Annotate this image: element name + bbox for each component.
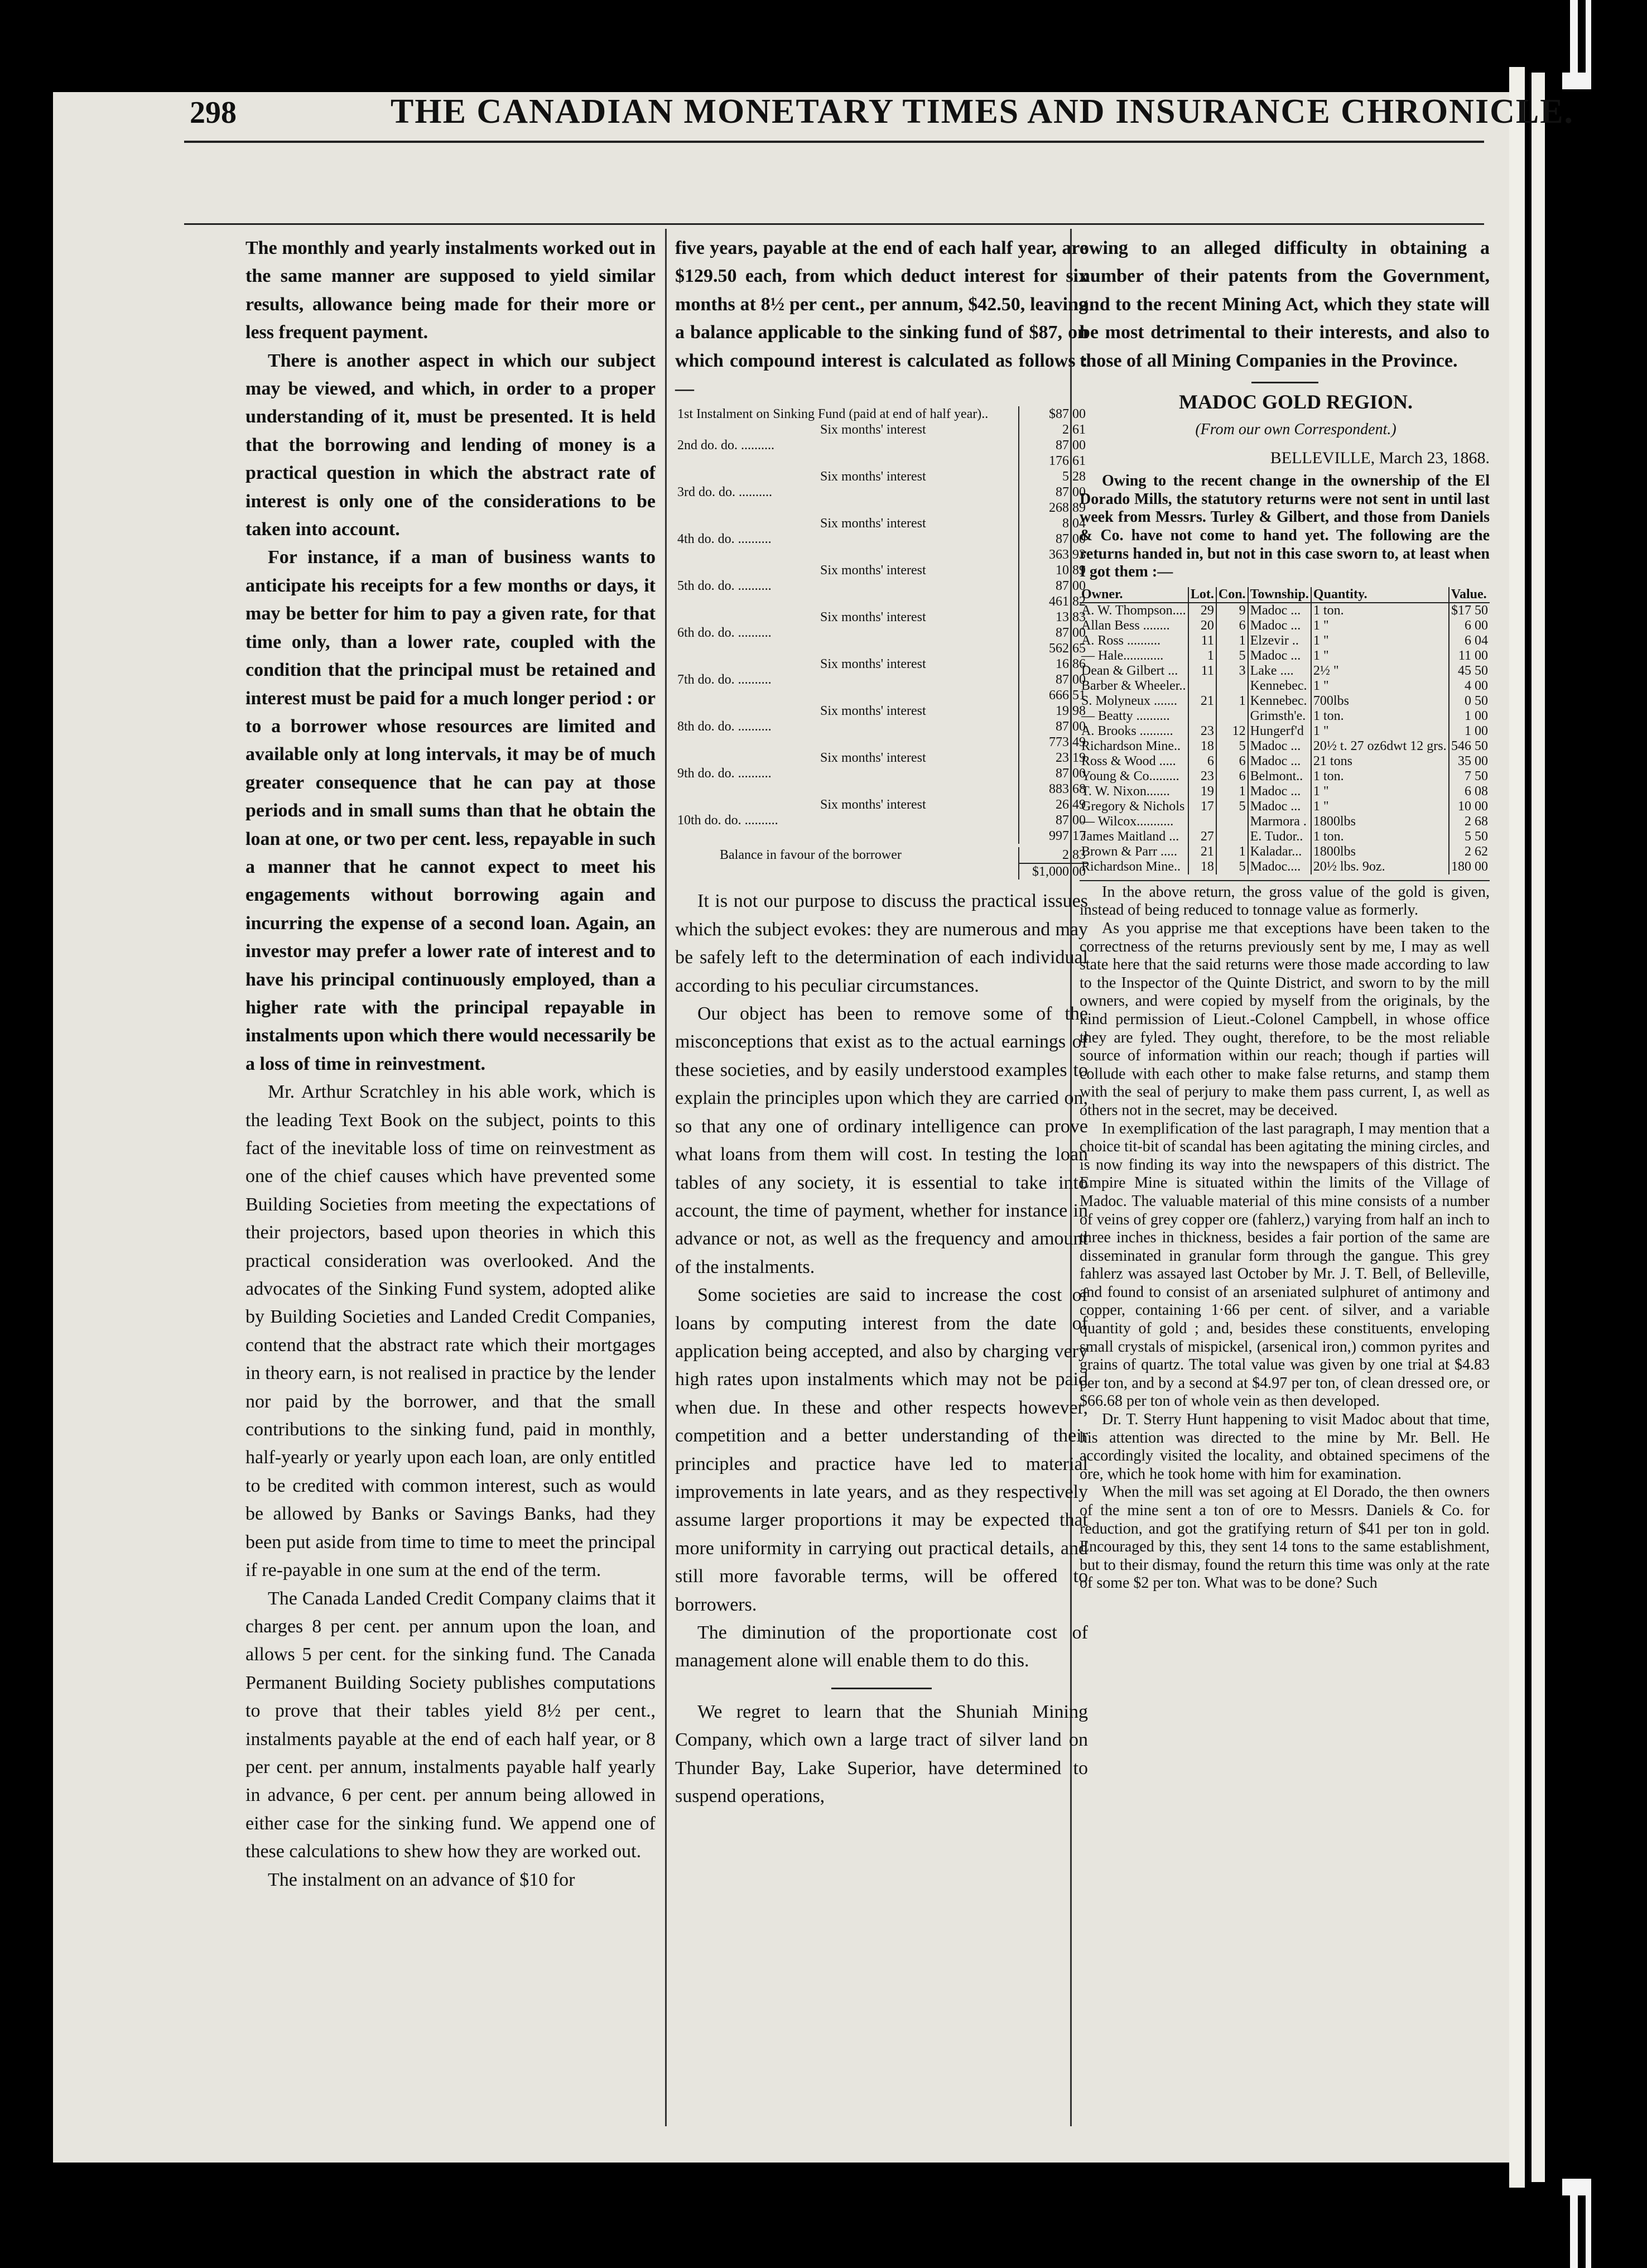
table-row <box>675 750 1088 766</box>
table-row <box>675 547 1088 563</box>
table-row <box>675 719 1088 734</box>
table-cell: 6 04 <box>1449 633 1490 648</box>
row-value: 87 00 <box>1019 813 1088 828</box>
row-value: $87 00 <box>1019 406 1088 422</box>
table-cell: 5 <box>1216 648 1248 664</box>
paragraph: As you apprise me that exceptions have been taken to the correctness of the returns previously sent by me, I may as well state here that the said returns were those made according to law to the Inspector of the Quinte District, and sworn to by the mill owners, and were copied by myself from the originals, by the kind permission of Lieut.-Colonel Campbell, in whose office they are fyled. They ought, therefore, to be the most reliable source of information within our reach; though if parties will collude with each other to make false returns, and stamp them with the seal of perjury to make them pass current, I, as well as others not in the secret, may be deceived. <box>1080 920 1490 1119</box>
table-row <box>675 438 1088 453</box>
table-cell: 12 <box>1216 724 1248 739</box>
table-cell: 1 <box>1216 784 1248 799</box>
table-cell: Elzevir .. <box>1248 633 1311 648</box>
table-row <box>1080 648 1490 664</box>
row-label: 6th do. do. .......... <box>677 626 772 641</box>
table-row <box>1080 603 1490 618</box>
table-row <box>1080 769 1490 784</box>
row-value: 997 17 <box>1019 828 1088 844</box>
row-label: 3rd do. do. .......... <box>677 485 772 500</box>
table-row <box>675 656 1088 672</box>
row-label: Six months' interest <box>820 563 926 578</box>
table-cell: 35 00 <box>1449 754 1490 769</box>
table-cell: 5 <box>1216 799 1248 814</box>
paragraph: The instalment on an advance of $10 for <box>268 1869 575 1890</box>
table-row <box>1080 633 1490 648</box>
table-row <box>1080 754 1490 769</box>
row-label: Six months' interest <box>820 469 926 484</box>
row-label: 10th do. do. .......... <box>677 813 778 828</box>
row-label: Six months' interest <box>820 422 926 438</box>
row-value: 883 68 <box>1019 781 1088 797</box>
table-cell: Ross & Wood ..... <box>1081 753 1176 768</box>
table-row <box>675 797 1088 813</box>
table-cell: Dean & Gilbert ... <box>1081 663 1178 678</box>
table-cell: 7 50 <box>1449 769 1490 784</box>
table-cell: 17 <box>1188 799 1216 814</box>
row-label: Six months' interest <box>820 751 926 766</box>
row-label: 8th do. do. .......... <box>677 719 772 734</box>
paragraph: Some societies are said to increase the cost of loans by computing interest from the date of application being accepted, and also by charging very high rates upon instalments which may not be paid when due. In these and other respects however, competition and a better understanding of their principles and practice have led to material improvements in late years, and as they respectively assume larger proportions it may be expected that more uniformity in carrying out practical details, and still more favorable terms, will be offered to borrowers. <box>675 1285 1088 1615</box>
column-divider <box>665 229 667 2126</box>
table-row <box>675 578 1088 594</box>
table-cell: 2 68 <box>1449 814 1490 829</box>
balance-label: Balance in favour of the borrower <box>720 848 902 863</box>
row-value: 87 00 <box>1019 625 1088 641</box>
table-cell: 20½ lbs. 9oz. <box>1311 859 1449 874</box>
table-cell: Marmora . <box>1248 814 1311 829</box>
dateline: BELLEVILLE, March 23, 1868. <box>1270 448 1490 467</box>
table-row <box>1080 739 1490 754</box>
row-value: 2 61 <box>1019 422 1088 438</box>
table-row <box>675 453 1088 469</box>
table-row <box>675 828 1088 844</box>
table-cell: 1 " <box>1311 799 1449 814</box>
page-edge-strip <box>1532 73 1545 2182</box>
table-cell <box>1188 814 1216 829</box>
row-value: 461 82 <box>1019 594 1088 609</box>
table-row <box>675 703 1088 719</box>
paragraph: In the above return, the gross value of the gold is given, instead of being reduced to tonnage value as formerly. <box>1080 880 1490 920</box>
row-label: 1st Instalment on Sinking Fund (paid at end of half year).. <box>677 407 989 422</box>
row-value: 773 49 <box>1019 734 1088 750</box>
table-cell: 11 <box>1188 664 1216 679</box>
table-cell: 27 <box>1188 829 1216 844</box>
table-cell: Gregory & Nichols <box>1081 799 1185 814</box>
sinking-fund-table <box>675 406 1088 844</box>
row-label: 5th do. do. .......... <box>677 579 772 594</box>
table-row <box>675 516 1088 531</box>
table-cell: Young & Co......... <box>1081 768 1179 784</box>
table-cell: T. W. Nixon....... <box>1081 784 1170 799</box>
table-cell: 1 ton. <box>1311 603 1449 618</box>
row-label <box>675 594 1019 609</box>
table-row <box>675 531 1088 547</box>
crop-mark-top <box>1562 0 1591 89</box>
table-row <box>1080 724 1490 739</box>
paragraph: We regret to learn that the Shuniah Mining Company, which own a large tract of silver land on Thunder Bay, Lake Superior, have determined to suspend operations, <box>675 1701 1088 1807</box>
table-row <box>675 406 1088 422</box>
row-value: 176 61 <box>1019 453 1088 469</box>
table-cell: 21 <box>1188 694 1216 709</box>
table-cell: 5 <box>1216 859 1248 874</box>
table-row <box>675 688 1088 703</box>
table-cell: — Hale............ <box>1081 648 1164 663</box>
row-value: 87 00 <box>1019 578 1088 594</box>
table-cell: Allan Bess ........ <box>1081 618 1170 633</box>
table-row <box>675 672 1088 688</box>
table-cell: Madoc ... <box>1248 618 1311 633</box>
paragraph: The monthly and yearly instalments worked out in the same manner are supposed to yield similar results, allowance being made for their more or less frequent payment. <box>245 238 656 343</box>
paragraph: Mr. Arthur Scratchley in his able work, which is the leading Text Book on the subject, points to this fact of the inevitable loss of time on reinvestment as one of the chief causes which have prevented some Building Societies from meeting the expectations of their projectors, based upon theories in which this practical consideration was overlooked. And the advocates of the Sinking Fund system, adopted alike by Building Societies and Landed Credit Companies, contend that the abstract rate which their mortgages in theory earn, is not realised in practice by the lender nor paid by the borrower, and that the small contributions to the sinking fund, paid in monthly, half-yearly or yearly upon each loan, are only entitled to be credited with common interest, such as would be allowed by Banks or Savings Banks, had they been put aside from time to time to meet the principal if re-payable in one sum at the end of the term. <box>245 1082 656 1581</box>
paragraph: Dr. T. Sterry Hunt happening to visit Madoc about that time, his attention was directed to the mine by Mr. Bell. He accordingly visited the locality, and obtained specimens of the ore, which he took home with him for examination. <box>1080 1411 1490 1483</box>
table-cell: 6 08 <box>1449 784 1490 799</box>
table-cell: Kennebec. <box>1248 679 1311 694</box>
row-value: 87 00 <box>1019 672 1088 688</box>
table-cell <box>1216 679 1248 694</box>
table-cell: 20 <box>1188 618 1216 633</box>
paragraph: Our object has been to remove some of the misconceptions that exist as to the actual earnings of these societies, and by easily understood examples to explain the principles upon which they are carried on, so that any one of ordinary intelligence can prove what loans from them will cost. In testing the loan tables of any society, it is essential to take into account, the time of payment, whether for instance in advance or not, as well as the frequency and amount of the instalments. <box>675 1003 1088 1277</box>
table-cell: 6 00 <box>1449 618 1490 633</box>
row-label: Six months' interest <box>820 657 926 672</box>
table-cell: 19 <box>1188 784 1216 799</box>
table-cell: A. Brooks .......... <box>1081 723 1173 738</box>
paragraph: When the mill was set agoing at El Dorado, the then owners of the mine sent a ton of ore to Messrs. Daniels & Co. for reduction, and got the gratifying return of $41 per ton in gold. Encouraged by this, they sent 14 tons to the same establishment, but to their dismay, found the return this time was only at the rate of some $2 per ton. What was to be done? Such <box>1080 1483 1490 1592</box>
table-cell: 1 " <box>1311 784 1449 799</box>
table-row <box>675 500 1088 516</box>
row-label: Six months' interest <box>820 610 926 625</box>
row-label <box>675 781 1019 797</box>
table-cell: Lake .... <box>1248 664 1311 679</box>
table-cell: 20½ t. 27 oz6dwt 12 grs. <box>1311 739 1449 754</box>
table-cell: Hungerf'd <box>1248 724 1311 739</box>
table-cell: 6 <box>1216 618 1248 633</box>
table-row <box>1080 844 1490 859</box>
table-cell: Kennebec. <box>1248 694 1311 709</box>
row-label <box>675 828 1019 844</box>
table-cell: 1 ton. <box>1311 769 1449 784</box>
paragraph: owing to an alleged difficulty in obtaining a number of their patents from the Government, and to the recent Mining Act, which they state will be most detrimental to their interests, and also to those of all Mining Companies in the Province. <box>1080 238 1490 371</box>
paragraph: The diminution of the proportionate cost of management alone will enable them to do this. <box>675 1622 1088 1671</box>
row-value: 363 93 <box>1019 547 1088 563</box>
table-cell: 1 ton. <box>1311 829 1449 844</box>
table-row <box>675 641 1088 656</box>
column-header: Value. <box>1449 587 1490 603</box>
row-label: 2nd do. do. .......... <box>677 438 774 453</box>
table-cell: 1 <box>1216 633 1248 648</box>
table-cell: 1800lbs <box>1311 814 1449 829</box>
section-divider <box>831 1688 932 1689</box>
sinking-fund-balance <box>675 847 1088 880</box>
column-header: Lot. <box>1188 587 1216 603</box>
row-value: 562 65 <box>1019 641 1088 656</box>
table-cell: A. Ross .......... <box>1081 633 1161 648</box>
row-value: 16 86 <box>1019 656 1088 672</box>
table-row <box>675 469 1088 484</box>
table-cell: Madoc ... <box>1248 648 1311 664</box>
row-label <box>675 453 1019 469</box>
table-cell: — Beatty .......... <box>1081 708 1170 723</box>
row-label <box>675 734 1019 750</box>
table-cell <box>1188 679 1216 694</box>
table-row <box>675 781 1088 797</box>
table-row <box>1080 618 1490 633</box>
table-cell: Brown & Parr ..... <box>1081 844 1177 859</box>
row-value: 87 00 <box>1019 484 1088 500</box>
table-row <box>1080 664 1490 679</box>
table-cell <box>1216 829 1248 844</box>
table-cell: Grimsth'e. <box>1248 709 1311 724</box>
table-row <box>675 563 1088 578</box>
table-cell: 2½ " <box>1311 664 1449 679</box>
section-subheading: (From our own Correspondent.) <box>1195 421 1396 439</box>
column-header: Owner. <box>1080 587 1188 603</box>
table-row <box>675 594 1088 609</box>
table-cell: 1800lbs <box>1311 844 1449 859</box>
section-heading: MADOC GOLD REGION. <box>1178 391 1413 414</box>
returns-table <box>1080 587 1490 874</box>
row-label: 9th do. do. .......... <box>677 766 772 781</box>
table-row <box>675 813 1088 828</box>
row-value: 87 00 <box>1019 719 1088 734</box>
table-cell: 23 <box>1188 769 1216 784</box>
row-value: 26 49 <box>1019 797 1088 813</box>
row-value: 13 83 <box>1019 609 1088 625</box>
paragraph: In exemplification of the last paragraph, I may mention that a choice tit-bit of scandal has been agitating the mining circles, and is now finding its way into the newspapers of this district. The Empire Mine is situated within the limits of the Village of Madoc. The valuable material of this mine consists of a number of veins of grey copper ore (fahlerz,) varying from half an inch to three inches in thickness, besides a fair portion of the same are disseminated in granular form through the gangue. This grey fahlerz was assayed last October by Mr. J. T. Bell, of Belleville, and found to consist of an arseniated sulphuret of antimony and copper, containing 1·66 per cent. of silver, and a variable quantity of gold ; and, besides these constituents, enveloping small crystals of mispickel, (arsenical iron,) common pyrites and grains of quartz. The total value was given by one trial at $4.83 per ton, and by a second at $4.97 per ton, of clean dressed ore, or $66.68 per ton of whole vein as then developed. <box>1080 1119 1490 1410</box>
table-cell: 6 <box>1188 754 1216 769</box>
table-cell: 3 <box>1216 664 1248 679</box>
table-cell: Madoc ... <box>1248 784 1311 799</box>
row-value: 23 19 <box>1019 750 1088 766</box>
table-row <box>1080 694 1490 709</box>
row-label <box>675 641 1019 656</box>
row-label: Six months' interest <box>820 516 926 531</box>
table-cell: 29 <box>1188 603 1216 618</box>
row-value: 19 98 <box>1019 703 1088 719</box>
row-value: 666 51 <box>1019 688 1088 703</box>
table-cell: 0 50 <box>1449 694 1490 709</box>
table-cell: Richardson Mine.. <box>1081 738 1181 753</box>
table-cell: 1 00 <box>1449 709 1490 724</box>
table-cell: Madoc ... <box>1248 754 1311 769</box>
table-cell: 2 62 <box>1449 844 1490 859</box>
row-value: 87 00 <box>1019 766 1088 781</box>
table-row <box>675 422 1088 438</box>
table-cell: Madoc ... <box>1248 799 1311 814</box>
table-cell <box>1216 709 1248 724</box>
table-cell: 21 tons <box>1311 754 1449 769</box>
row-label <box>675 547 1019 563</box>
column-top-rule <box>184 223 1484 225</box>
paragraph: five years, payable at the end of each half year, are $129.50 each, from which deduct interest for six months at 8½ per cent., per annum, $42.50, leaving a balance applicable to the sinking fund of $87, on which compound interest is calculated as follows :— <box>675 238 1088 400</box>
table-cell: 23 <box>1188 724 1216 739</box>
row-label <box>675 688 1019 703</box>
table-cell: 1 <box>1216 694 1248 709</box>
table-cell: 45 50 <box>1449 664 1490 679</box>
table-cell: 1 " <box>1311 679 1449 694</box>
table-row <box>1080 814 1490 829</box>
table-cell: $17 50 <box>1449 603 1490 618</box>
page-number: 298 <box>190 95 237 130</box>
row-label <box>675 500 1019 516</box>
row-value: 8 04 <box>1019 516 1088 531</box>
row-value: 5 28 <box>1019 469 1088 484</box>
row-value: 268 89 <box>1019 500 1088 516</box>
paragraph: For instance, if a man of business wants to anticipate his receipts for a few months or days, it may be better for him to pay a given rate, for that time only, than a lower rate, coupled with the condition that the principal must be retained and interest must be paid for a much longer period : or to a borrower whose resources are limited and available only at long intervals, it may be of much greater consequence that he can pay at those periods and in small sums than that he obtain the loan at one, or two per cent. less, repayable in such a manner that he cannot expect to meet his engagements without borrowing again and incurring the expense of a second loan. Again, an investor may prefer a lower rate of interest and to have his principal continuously employed, than a higher rate with the principal repayable in instalments upon which there would necessarily be a loss of time in reinvestment. <box>245 547 656 1074</box>
table-cell: 1 " <box>1311 618 1449 633</box>
table-row <box>675 484 1088 500</box>
row-label: Six months' interest <box>820 797 926 813</box>
table-cell <box>1216 814 1248 829</box>
table-cell: 1 00 <box>1449 724 1490 739</box>
table-cell: 546 50 <box>1449 739 1490 754</box>
table-cell: 6 <box>1216 769 1248 784</box>
table-cell: 10 00 <box>1449 799 1490 814</box>
table-row <box>1080 859 1490 874</box>
table-cell: — Wilcox........... <box>1081 814 1174 829</box>
table-cell: 11 00 <box>1449 648 1490 664</box>
column-header: Township. <box>1248 587 1311 603</box>
masthead-rule <box>184 141 1484 143</box>
paragraph: The Canada Landed Credit Company claims that it charges 8 per cent. per annum upon the loan, and allows 5 per cent. for the sinking fund. The Canada Permanent Building Society publishes computations to prove that their tables yield 8½ per cent., instalments payable at the end of each half year, or 8 per cent. per annum, instalments payable half yearly in advance, 6 per cent. per annum being allowed in either case for the sinking fund. We append one of these calculations to shew how they are worked out. <box>245 1588 656 1862</box>
table-cell: James Maitland ... <box>1081 829 1179 844</box>
table-cell: 1 " <box>1311 648 1449 664</box>
table-cell: 21 <box>1188 844 1216 859</box>
row-value: 87 00 <box>1019 438 1088 453</box>
row-label: Six months' interest <box>820 704 926 719</box>
row-value: 87 00 <box>1019 531 1088 547</box>
table-cell: A. W. Thompson.... <box>1081 603 1186 618</box>
column-1 <box>245 234 656 1894</box>
paragraph: There is another aspect in which our subject may be viewed, and which, in order to a proper understanding of it, must be presented. It is held that the borrowing and lending of money is a practical question in which the abstract rate of interest is only one of the considerations to be taken into account. <box>245 350 656 540</box>
masthead-title: THE CANADIAN MONETARY TIMES AND INSURANCE CHRONICLE. <box>391 93 1574 131</box>
table-row <box>675 766 1088 781</box>
table-cell: 4 00 <box>1449 679 1490 694</box>
table-cell: 18 <box>1188 739 1216 754</box>
table-cell: 5 50 <box>1449 829 1490 844</box>
table-cell: 1 " <box>1311 633 1449 648</box>
column-header: Quantity. <box>1311 587 1449 603</box>
table-cell <box>1188 709 1216 724</box>
table-cell: 18 <box>1188 859 1216 874</box>
column-header: Con. <box>1216 587 1248 603</box>
table-cell: Madoc ... <box>1248 739 1311 754</box>
table-total: $1,000 00 <box>1019 863 1088 880</box>
section-divider <box>1251 382 1318 383</box>
table-cell: 11 <box>1188 633 1216 648</box>
table-cell: Barber & Wheeler.. <box>1081 678 1186 693</box>
table-cell: Madoc ... <box>1248 603 1311 618</box>
paragraph: It is not our purpose to discuss the practical issues which the subject evokes: they are numerous and may be safely left to the determination of each individual according to his peculiar circumstances. <box>675 891 1088 996</box>
table-cell: 9 <box>1216 603 1248 618</box>
table-row <box>1080 799 1490 814</box>
row-label: 4th do. do. .......... <box>677 532 772 547</box>
column-2 <box>675 234 1088 1810</box>
row-value: 10 89 <box>1019 563 1088 578</box>
row-label: 7th do. do. .......... <box>677 672 772 688</box>
table-row <box>1080 829 1490 844</box>
table-cell: 1 <box>1188 648 1216 664</box>
table-row <box>675 625 1088 641</box>
table-cell: Belmont.. <box>1248 769 1311 784</box>
column-3 <box>1080 234 1490 1593</box>
table-row <box>1080 679 1490 694</box>
table-cell: E. Tudor.. <box>1248 829 1311 844</box>
table-cell: 5 <box>1216 739 1248 754</box>
table-cell: 700lbs <box>1311 694 1449 709</box>
table-cell: 1 " <box>1311 724 1449 739</box>
table-row <box>675 609 1088 625</box>
paragraph: Owing to the recent change in the ownership of the El Dorado Mills, the statutory returns were not sent in until last week from Messrs. Turley & Gilbert, and those from Daniels & Co. have not come to hand yet. The following are the returns handed in, but not in this case sworn to, at least when I got them :— <box>1080 472 1490 581</box>
table-row <box>1080 784 1490 799</box>
page-edge-strip <box>1509 67 1525 2188</box>
table-cell: Richardson Mine.. <box>1081 859 1181 874</box>
balance-value: 2 83 <box>1019 847 1088 863</box>
table-cell: Kaladar... <box>1248 844 1311 859</box>
crop-mark-bottom <box>1562 2179 1591 2268</box>
table-cell: 180 00 <box>1449 859 1490 874</box>
table-cell: 1 ton. <box>1311 709 1449 724</box>
table-cell: 1 <box>1216 844 1248 859</box>
table-cell: S. Molyneux ....... <box>1081 693 1178 708</box>
table-row <box>675 734 1088 750</box>
table-cell: 6 <box>1216 754 1248 769</box>
table-row <box>1080 709 1490 724</box>
table-cell: Madoc.... <box>1248 859 1311 874</box>
